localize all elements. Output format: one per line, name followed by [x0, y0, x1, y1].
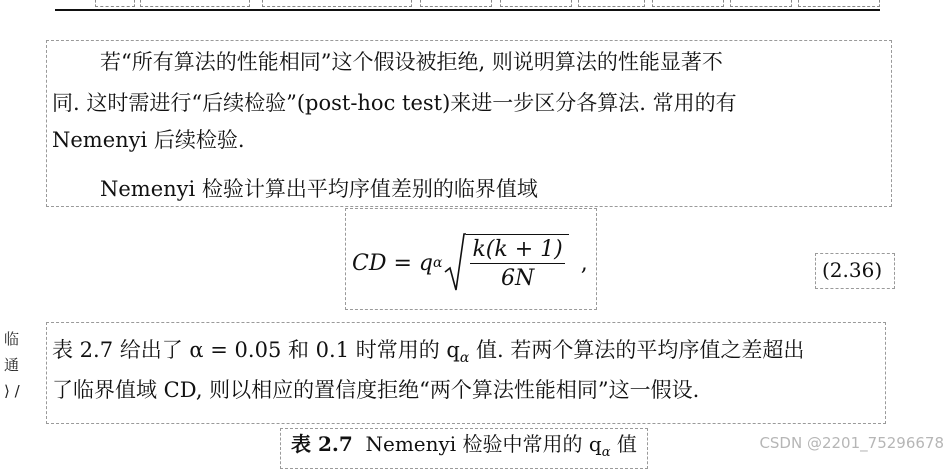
paragraph-text: 表 2.7 给出了 α = 0.05 和 0.1 时常用的 q [52, 338, 460, 362]
watermark: CSDN @2201_75296678 [759, 434, 944, 452]
paragraph-text: 值. 若两个算法的平均序值之差超出 [469, 338, 805, 362]
paragraph-line: 了临界值域 CD, 则以相应的置信度拒绝“两个算法性能相同”这一假设. [52, 378, 700, 402]
table-cell-stub [262, 0, 412, 7]
caption-label: 表 2.7 [291, 432, 353, 456]
paragraph-line [52, 336, 804, 372]
margin-note: ⟩ / [4, 382, 20, 400]
fraction-numerator: k(k + 1) [472, 236, 563, 262]
table-cell-stub [95, 0, 135, 7]
table-cell-stub [578, 0, 645, 7]
caption-subscript: α [601, 445, 611, 460]
table-cell-stub [730, 0, 792, 7]
fraction [466, 234, 568, 291]
table-cell-stub [798, 0, 880, 7]
paragraph-line: Nemenyi 后续检验. [52, 128, 245, 152]
top-table-rule [55, 9, 880, 11]
caption-end: 值 [610, 432, 637, 456]
q-subscript: α [459, 350, 470, 367]
equation-cd [352, 228, 588, 298]
table-cell-stub [420, 0, 492, 7]
caption-text: Nemenyi 检验中常用的 q [365, 432, 602, 456]
equation-number: (2.36) [822, 258, 883, 282]
margin-note: 临 [4, 330, 20, 348]
equation-comma: , [580, 250, 588, 276]
table-cell-stub [500, 0, 572, 7]
equation-subscript: α [432, 255, 443, 271]
table-cell-stub [652, 0, 724, 7]
table-cell-stub [140, 0, 250, 7]
sqrt-icon [444, 232, 466, 294]
equation-lhs: CD = q [352, 250, 433, 276]
paragraph-line: Nemenyi 检验计算出平均序值差别的临界值域 [100, 177, 538, 201]
table-caption [280, 428, 648, 469]
paragraph-line: 若“所有算法的性能相同”这个假设被拒绝, 则说明算法的性能显著不 [100, 50, 723, 74]
paragraph-line: 同. 这时需进行“后续检验”(post-hoc test)来进一步区分各算法. 常用的有 [52, 91, 737, 115]
fraction-denominator: 6N [500, 265, 535, 291]
margin-note: 通 [4, 356, 20, 374]
